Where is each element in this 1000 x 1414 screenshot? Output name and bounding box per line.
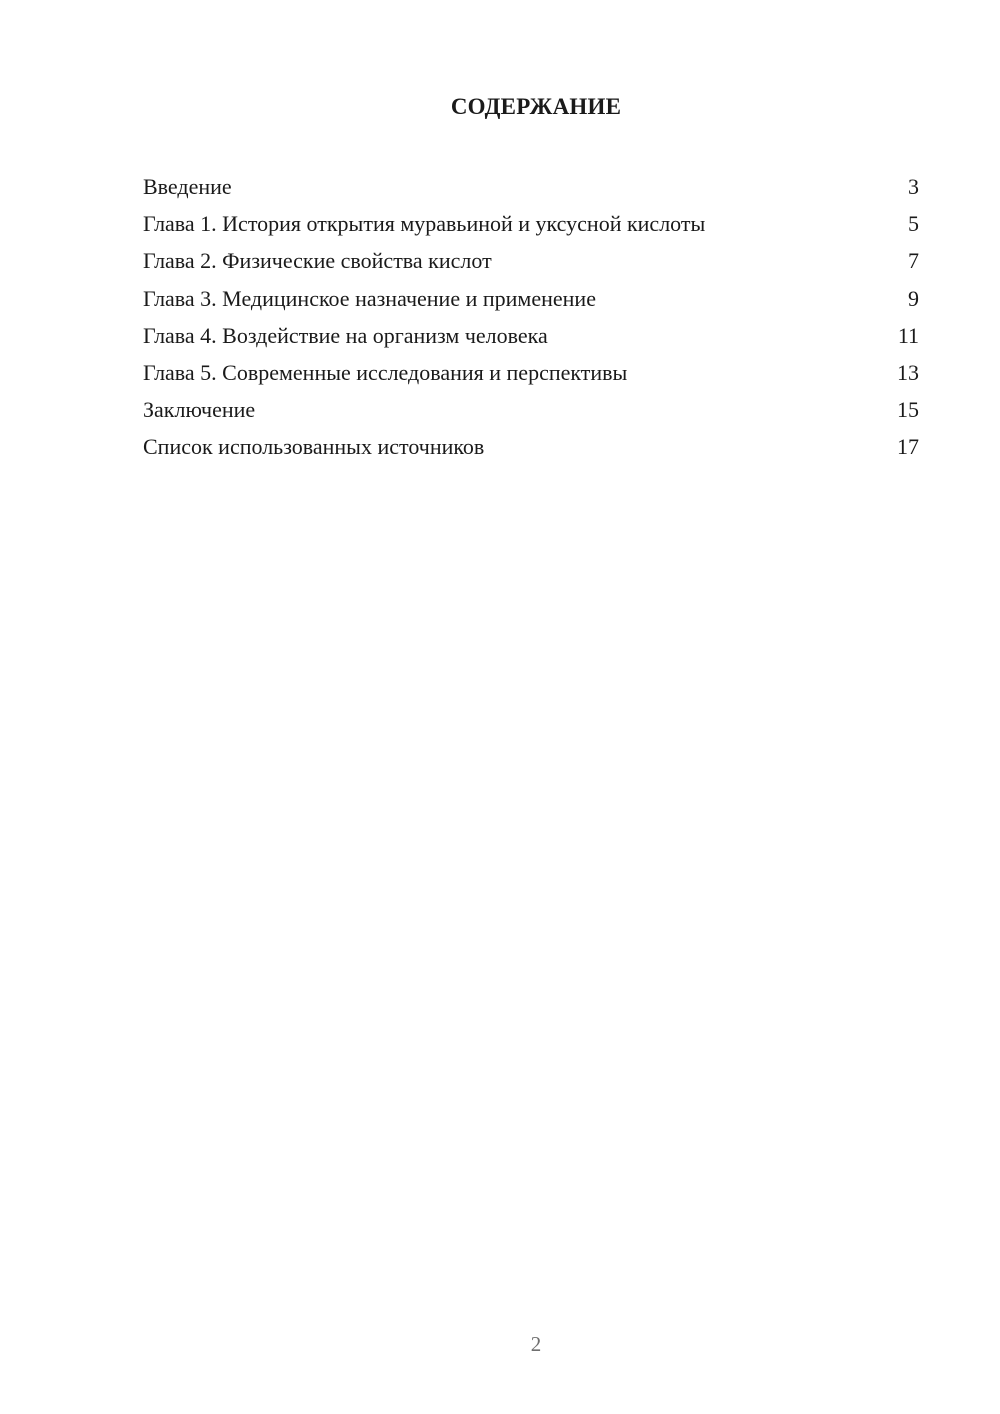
- toc-entry: [143, 354, 919, 391]
- toc-title: СОДЕРЖАНИЕ: [450, 94, 622, 119]
- toc-entry-label: Глава 4. Воздействие на организм человека: [143, 322, 548, 348]
- toc-entry-page: 9: [908, 285, 919, 311]
- toc-entry: [143, 242, 919, 279]
- toc-entry: [143, 428, 919, 465]
- toc-entry-label: Введение: [143, 174, 232, 199]
- toc-entry: [143, 168, 919, 205]
- toc-entry-label: Глава 5. Современные исследования и перспективы: [143, 359, 628, 385]
- toc-entry-page: 3: [908, 174, 919, 199]
- toc-entry-label: Глава 1. История открытия муравьиной и уксусной кислоты: [143, 211, 706, 237]
- table-of-contents: [143, 168, 919, 466]
- toc-entry-page: 7: [908, 248, 919, 274]
- toc-entry-page: 15: [897, 397, 919, 423]
- toc-entry-page: 5: [908, 211, 919, 237]
- toc-entry: [143, 205, 919, 242]
- toc-entry-label: Глава 2. Физические свойства кислот: [143, 248, 492, 274]
- toc-entry-page: 13: [897, 359, 919, 385]
- toc-entry: [143, 317, 919, 354]
- toc-entry: [143, 280, 919, 317]
- toc-entry-page: 11: [897, 322, 919, 348]
- toc-entry: [143, 391, 919, 428]
- toc-entry-page: 17: [897, 434, 919, 460]
- toc-entry-label: Глава 3. Медицинское назначение и применение: [143, 285, 596, 311]
- page-number: 2: [530, 1332, 542, 1356]
- toc-entry-label: Список использованных источников: [143, 434, 485, 460]
- toc-entry-label: Заключение: [143, 397, 256, 423]
